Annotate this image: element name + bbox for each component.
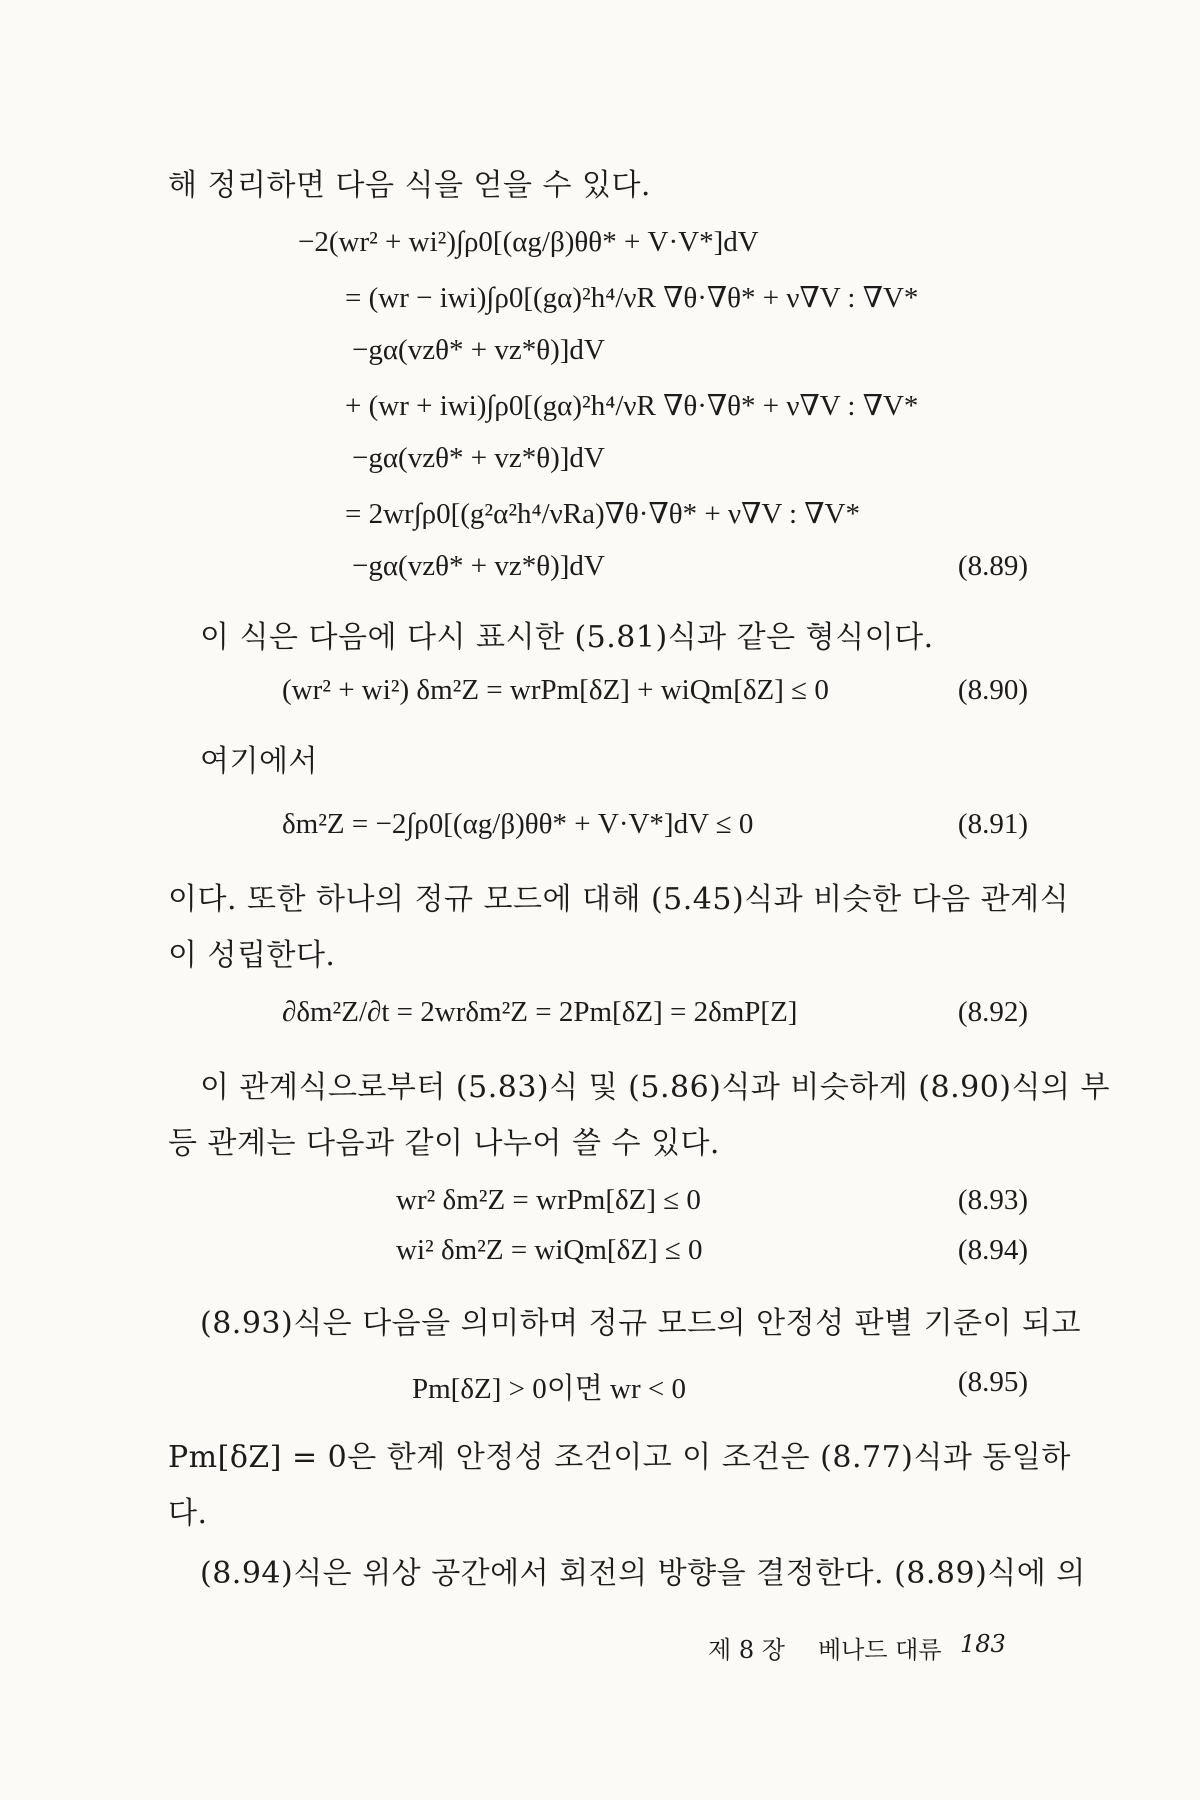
equation-number: (8.92) bbox=[957, 996, 1028, 1028]
equation-8-89-line-2: = (wr − iwi)∫ρ0[(gα)²h⁴/νR ∇θ·∇θ* + ν∇V : ∇V* bbox=[345, 282, 919, 314]
paragraph-line: 해 정리하면 다음 식을 얻을 수 있다. bbox=[168, 168, 651, 203]
footer-chapter: 제 8 장 bbox=[708, 1636, 785, 1664]
equation-8-95: Pm[δZ] > 0이면 wr < 0 bbox=[412, 1373, 686, 1405]
paragraph-line: 등 관계는 다음과 같이 나누어 쓸 수 있다. bbox=[168, 1126, 720, 1161]
equation-number: (8.89) bbox=[957, 550, 1028, 582]
footer-chapter-title: 베나드 대류 bbox=[818, 1636, 942, 1664]
paragraph-line: (8.93)식은 다음을 의미하며 정규 모드의 안정성 판별 기준이 되고 bbox=[200, 1306, 1082, 1341]
equation-number: (8.90) bbox=[957, 674, 1028, 706]
equation-8-94: wi² δm²Z = wiQm[δZ] ≤ 0 bbox=[396, 1234, 703, 1266]
equation-number: (8.93) bbox=[957, 1184, 1028, 1216]
equation-number: (8.95) bbox=[957, 1366, 1028, 1398]
equation-8-89-line-3: −gα(vzθ* + vz*θ)]dV bbox=[352, 334, 605, 366]
equation-8-89-line-6: = 2wr∫ρ0[(g²α²h⁴/νRa)∇θ·∇θ* + ν∇V : ∇V* bbox=[345, 498, 860, 530]
equation-8-92: ∂δm²Z/∂t = 2wrδm²Z = 2Pm[δZ] = 2δmP[Z] bbox=[282, 996, 798, 1028]
equation-number: (8.91) bbox=[957, 808, 1028, 840]
paragraph-line: (8.94)식은 위상 공간에서 회전의 방향을 결정한다. (8.89)식에 의 bbox=[200, 1556, 1086, 1591]
equation-8-91: δm²Z = −2∫ρ0[(αg/β)θθ* + V·V*]dV ≤ 0 bbox=[282, 808, 754, 840]
equation-8-89-line-1: −2(wr² + wi²)∫ρ0[(αg/β)θθ* + V·V*]dV bbox=[298, 226, 759, 258]
paragraph-line: 이다. 또한 하나의 정규 모드에 대해 (5.45)식과 비슷한 다음 관계식 bbox=[168, 882, 1070, 917]
equation-8-89-line-7: −gα(vzθ* + vz*θ)]dV bbox=[352, 550, 605, 582]
page-number: 183 bbox=[960, 1630, 1006, 1658]
equation-8-89-line-5: −gα(vzθ* + vz*θ)]dV bbox=[352, 442, 605, 474]
equation-8-93: wr² δm²Z = wrPm[δZ] ≤ 0 bbox=[396, 1184, 701, 1216]
paragraph-line: 이 식은 다음에 다시 표시한 (5.81)식과 같은 형식이다. bbox=[200, 620, 934, 655]
paragraph-line: 여기에서 bbox=[200, 744, 318, 779]
paragraph-line: 이 관계식으로부터 (5.83)식 및 (5.86)식과 비슷하게 (8.90)식의 부 bbox=[200, 1070, 1110, 1105]
equation-number: (8.94) bbox=[957, 1234, 1028, 1266]
paragraph-line: 이 성립한다. bbox=[168, 938, 336, 973]
paragraph-line: Pm[δZ] = 0은 한계 안정성 조건이고 이 조건은 (8.77)식과 동일하 bbox=[168, 1440, 1071, 1475]
paragraph-line: 다. bbox=[168, 1496, 208, 1531]
equation-8-90: (wr² + wi²) δm²Z = wrPm[δZ] + wiQm[δZ] ≤ 0 bbox=[282, 674, 829, 706]
equation-8-89-line-4: + (wr + iwi)∫ρ0[(gα)²h⁴/νR ∇θ·∇θ* + ν∇V : ∇V* bbox=[345, 390, 919, 422]
